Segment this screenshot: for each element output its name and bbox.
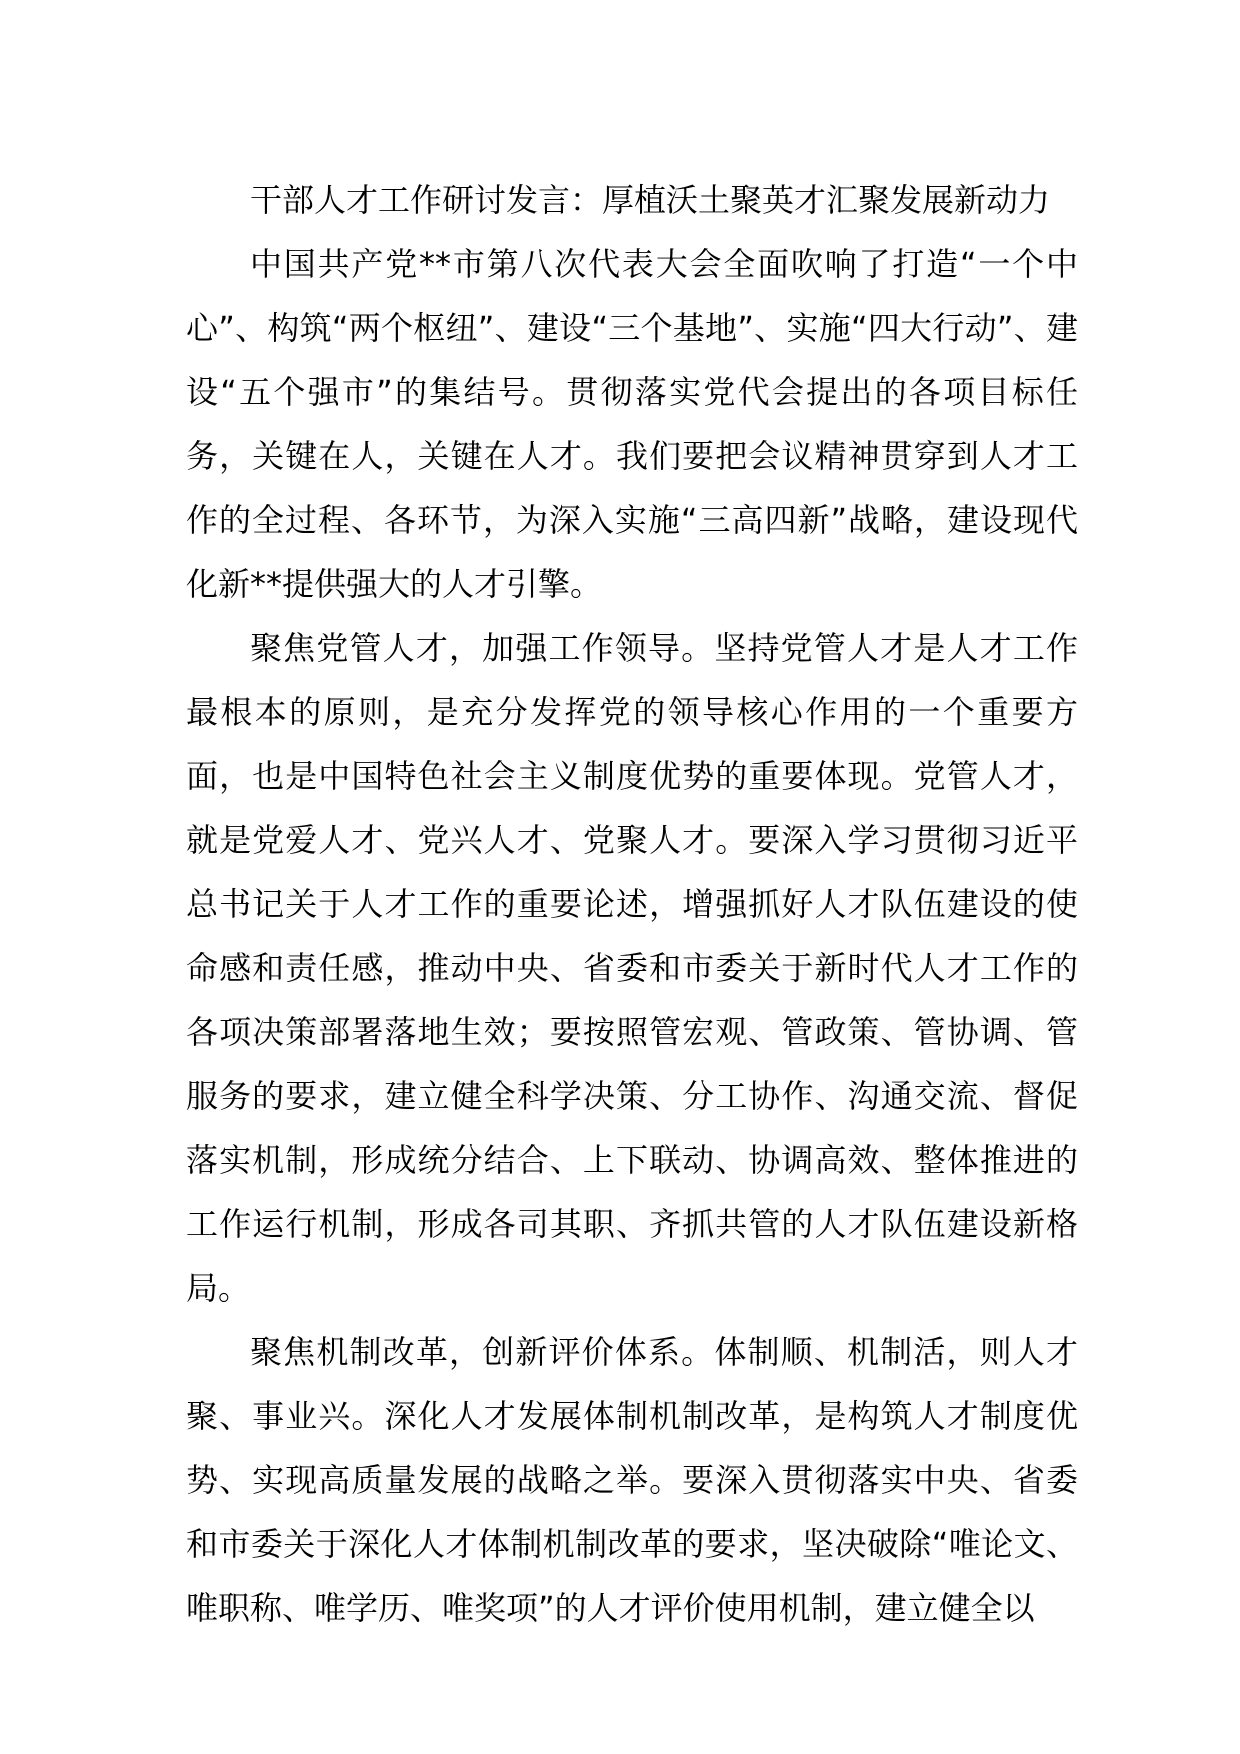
paragraph-party-leadership: 聚焦党管人才，加强工作领导。坚持党管人才是人才工作最根本的原则，是充分发挥党的领导核心作用的一个重要方面，也是中国特色社会主义制度优势的重要体现。党管人才，就是党爱人才、党兴人才、党聚人才。要深入学习贯彻习近平总书记关于人才工作的重要论述，增强抓好人才队伍建设的使命感和责任感，推动中央、省委和市委关于新时代人才工作的各项决策部署落地生效；要按照管宏观、管政策、管协调、管服务的要求，建立健全科学决策、分工协作、沟通交流、督促落实机制，形成统分结合、上下联动、协调高效、整体推进的工作运行机制，形成各司其职、齐抓共管的人才队伍建设新格局。	[186, 629, 1078, 1307]
document-body	[186, 168, 1078, 1640]
paragraph-intro: 中国共产党**市第八次代表大会全面吹响了打造“一个中心”、构筑“两个枢纽”、建设“三个基地”、实施“四大行动”、建设“五个强市”的集结号。贯彻落实党代会提出的各项目标任务，关键在人，关键在人才。我们要把会议精神贯穿到人才工作的全过程、各环节，为深入实施“三高四新”战略，建设现代化新**提供强大的人才引擎。	[186, 245, 1078, 603]
document-title: 干部人才工作研讨发言：厚植沃土聚英才汇聚发展新动力	[250, 181, 1051, 219]
paragraph-mechanism-reform: 聚焦机制改革，创新评价体系。体制顺、机制活，则人才聚、事业兴。深化人才发展体制机制改革，是构筑人才制度优势、实现高质量发展的战略之举。要深入贯彻落实中央、省委和市委关于深化人才体制机制改革的要求，坚决破除“唯论文、唯职称、唯学历、唯奖项”的人才评价使用机制，建立健全以	[186, 1333, 1078, 1627]
